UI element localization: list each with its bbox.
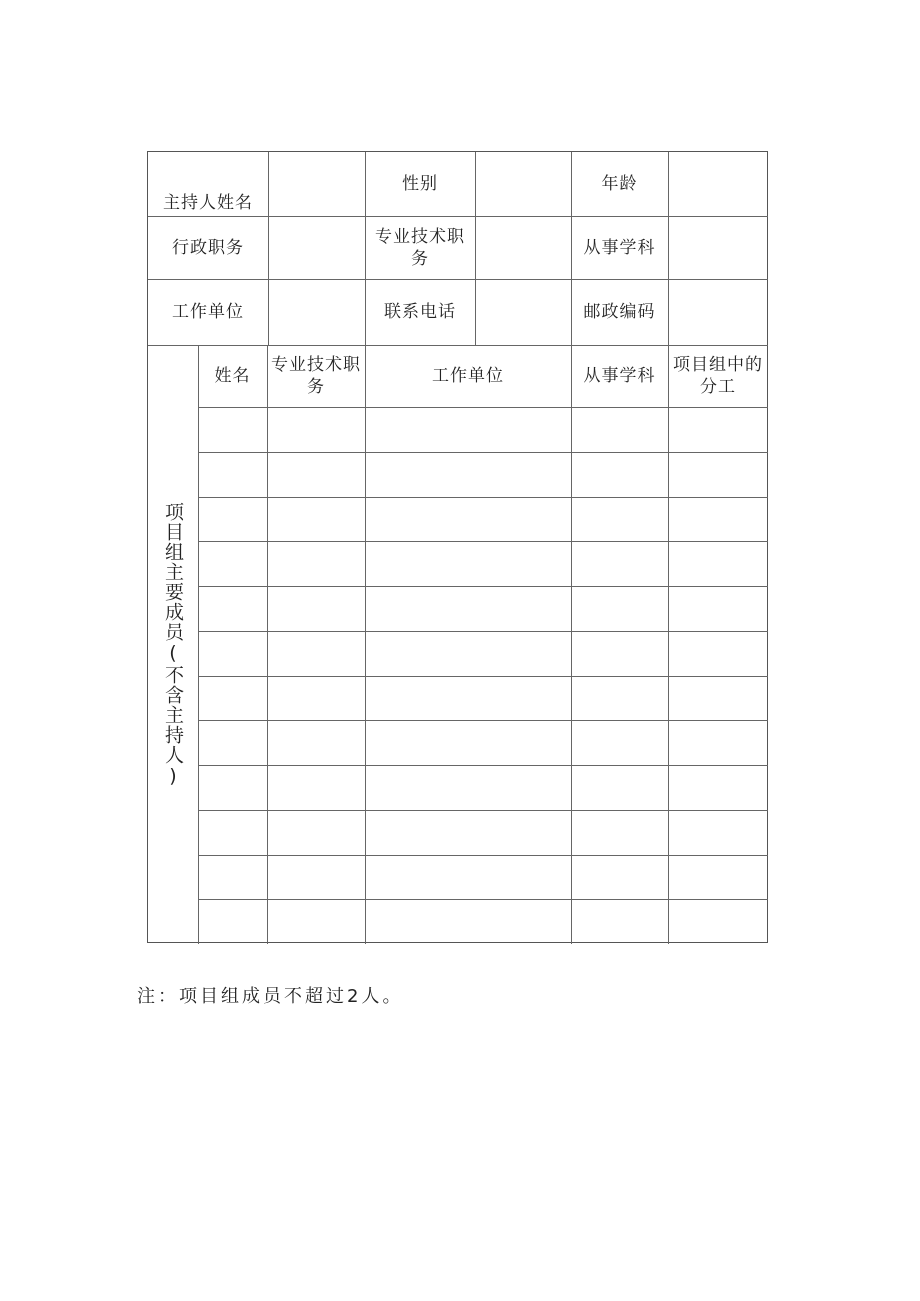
- discipline-label: 从事学科: [583, 237, 656, 258]
- member-unit-field[interactable]: [365, 407, 571, 452]
- title-field[interactable]: [475, 216, 571, 279]
- row-divider: [198, 720, 768, 721]
- member-unit-field[interactable]: [365, 810, 571, 855]
- phone-field[interactable]: [475, 279, 571, 345]
- member-role-field[interactable]: [668, 407, 768, 452]
- member-role-field[interactable]: [668, 497, 768, 542]
- member-name-field[interactable]: [198, 765, 267, 810]
- member-discipline-field[interactable]: [571, 676, 668, 721]
- member-name-field[interactable]: [198, 720, 267, 765]
- member-unit-field[interactable]: [365, 855, 571, 900]
- members-side-label: [148, 345, 198, 944]
- footnote: 注：项目组成员不超过2人。: [137, 986, 404, 1007]
- member-discipline-field[interactable]: [571, 541, 668, 586]
- member-unit-field[interactable]: [365, 765, 571, 810]
- member-title-field[interactable]: [267, 720, 365, 765]
- member-role-field[interactable]: [668, 452, 768, 497]
- member-role-field[interactable]: [668, 541, 768, 586]
- divider: [148, 345, 768, 346]
- member-name-field[interactable]: [198, 810, 267, 855]
- member-role-field[interactable]: [668, 855, 768, 900]
- age-label: 年龄: [601, 174, 638, 194]
- member-discipline-field[interactable]: [571, 720, 668, 765]
- postcode-field[interactable]: [668, 279, 768, 345]
- member-title-field[interactable]: [267, 676, 365, 721]
- application-form-table: [147, 151, 768, 943]
- phone-label: 联系电话: [384, 302, 456, 322]
- member-name-field[interactable]: [198, 586, 267, 631]
- member-title-field[interactable]: [267, 899, 365, 944]
- member-name-field[interactable]: [198, 855, 267, 900]
- member-role-field[interactable]: [668, 810, 768, 855]
- row-divider: [198, 541, 768, 542]
- row-divider: [198, 676, 768, 677]
- divider: [668, 152, 669, 944]
- discipline-field[interactable]: [668, 216, 768, 279]
- member-discipline-field[interactable]: [571, 452, 668, 497]
- title-label: 专业技术职务: [375, 226, 465, 269]
- member-title-field[interactable]: [267, 452, 365, 497]
- divider: [475, 152, 476, 345]
- divider: [268, 152, 269, 345]
- member-role-field[interactable]: [668, 765, 768, 810]
- position-field[interactable]: [268, 216, 365, 279]
- col-header-name: 姓名: [214, 366, 251, 386]
- member-role-field[interactable]: [668, 586, 768, 631]
- member-title-field[interactable]: [267, 765, 365, 810]
- member-discipline-field[interactable]: [571, 586, 668, 631]
- member-name-field[interactable]: [198, 541, 267, 586]
- member-role-field[interactable]: [668, 631, 768, 676]
- member-role-field[interactable]: [668, 720, 768, 765]
- divider: [198, 407, 768, 408]
- row-divider: [198, 586, 768, 587]
- row-divider: [198, 810, 768, 811]
- member-discipline-field[interactable]: [571, 810, 668, 855]
- member-unit-field[interactable]: [365, 541, 571, 586]
- divider: [148, 216, 768, 217]
- unit-label: 工作单位: [172, 302, 244, 322]
- member-unit-field[interactable]: [365, 676, 571, 721]
- divider: [365, 152, 366, 944]
- col-header-unit: 工作单位: [432, 366, 504, 386]
- position-label: 行政职务: [172, 237, 244, 258]
- member-name-field[interactable]: [198, 631, 267, 676]
- member-title-field[interactable]: [267, 586, 365, 631]
- member-title-field[interactable]: [267, 810, 365, 855]
- member-unit-field[interactable]: [365, 452, 571, 497]
- members-side-label-text: 项目组主要成员(不含主持人): [162, 501, 184, 788]
- member-unit-field[interactable]: [365, 720, 571, 765]
- member-discipline-field[interactable]: [571, 407, 668, 452]
- col-header-discipline: 从事学科: [583, 366, 656, 386]
- member-discipline-field[interactable]: [571, 855, 668, 900]
- member-discipline-field[interactable]: [571, 497, 668, 542]
- member-discipline-field[interactable]: [571, 899, 668, 944]
- row-divider: [198, 497, 768, 498]
- member-title-field[interactable]: [267, 541, 365, 586]
- member-title-field[interactable]: [267, 407, 365, 452]
- col-header-title: 专业技术职务: [271, 355, 361, 397]
- member-unit-field[interactable]: [365, 899, 571, 944]
- member-unit-field[interactable]: [365, 586, 571, 631]
- member-role-field[interactable]: [668, 676, 768, 721]
- host-name-label: 主持人姓名: [163, 193, 253, 213]
- member-role-field[interactable]: [668, 899, 768, 944]
- unit-field[interactable]: [268, 279, 365, 345]
- postcode-label: 邮政编码: [583, 302, 656, 322]
- member-unit-field[interactable]: [365, 497, 571, 542]
- row-divider: [198, 631, 768, 632]
- divider: [571, 152, 572, 944]
- member-name-field[interactable]: [198, 452, 267, 497]
- member-unit-field[interactable]: [365, 631, 571, 676]
- member-title-field[interactable]: [267, 497, 365, 542]
- member-name-field[interactable]: [198, 676, 267, 721]
- member-name-field[interactable]: [198, 899, 267, 944]
- row-divider: [198, 899, 768, 900]
- member-title-field[interactable]: [267, 631, 365, 676]
- member-discipline-field[interactable]: [571, 765, 668, 810]
- row-divider: [198, 765, 768, 766]
- row-divider: [198, 855, 768, 856]
- col-header-role: 项目组中的分工: [673, 355, 763, 397]
- row-divider: [198, 452, 768, 453]
- divider: [148, 279, 768, 280]
- host-name-field[interactable]: [268, 152, 365, 216]
- age-field[interactable]: [668, 152, 768, 216]
- gender-field[interactable]: [475, 152, 571, 216]
- member-discipline-field[interactable]: [571, 631, 668, 676]
- gender-label: 性别: [402, 174, 438, 194]
- member-name-field[interactable]: [198, 497, 267, 542]
- member-title-field[interactable]: [267, 855, 365, 900]
- member-name-field[interactable]: [198, 407, 267, 452]
